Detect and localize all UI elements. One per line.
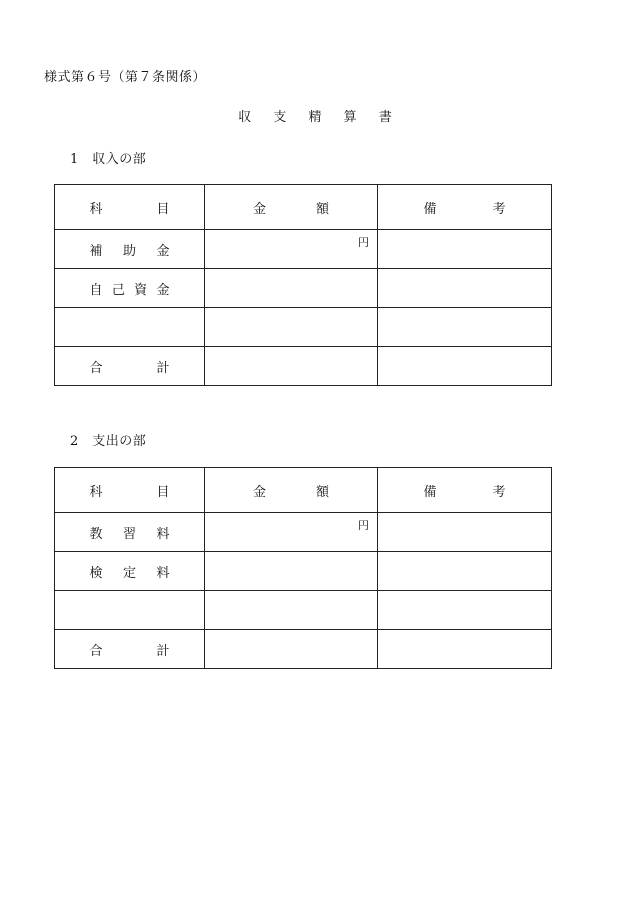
item-text: 補 xyxy=(89,243,103,259)
item-text: 定 xyxy=(122,565,136,581)
item-text: 検 xyxy=(89,565,103,581)
table-row xyxy=(55,308,552,347)
income-section-heading: 1 収入の部 xyxy=(70,152,147,167)
header-amount-cell xyxy=(205,468,378,513)
amount-cell[interactable] xyxy=(205,230,378,269)
amount-cell[interactable] xyxy=(205,269,378,308)
item-text: 助 xyxy=(122,243,136,259)
item-text: 自 xyxy=(89,282,103,298)
item-text: 習 xyxy=(122,526,136,542)
header-amount-cell xyxy=(205,185,378,230)
item-text: 計 xyxy=(156,360,170,376)
header-item-cell xyxy=(55,468,205,513)
header-text: 科 xyxy=(89,484,103,500)
remarks-cell[interactable] xyxy=(378,230,552,269)
item-text: 合 xyxy=(89,360,103,376)
amount-cell[interactable] xyxy=(205,308,378,347)
header-text: 科 xyxy=(89,201,103,217)
title-char: 支 xyxy=(273,110,287,125)
expense-section-heading: 2 支出の部 xyxy=(70,434,147,449)
remarks-cell[interactable] xyxy=(378,269,552,308)
income-table xyxy=(54,184,552,386)
item-cell xyxy=(55,230,205,269)
item-text: 資 xyxy=(134,282,148,298)
table-row xyxy=(55,591,552,630)
table-row xyxy=(55,552,552,591)
item-cell xyxy=(55,630,205,669)
header-text: 目 xyxy=(156,484,170,500)
amount-cell[interactable] xyxy=(205,591,378,630)
header-text: 金 xyxy=(253,201,267,217)
table-row xyxy=(55,513,552,552)
table-header-row xyxy=(55,468,552,513)
amount-cell[interactable] xyxy=(205,513,378,552)
item-cell xyxy=(55,347,205,386)
title-char: 精 xyxy=(308,110,322,125)
header-text: 額 xyxy=(315,201,329,217)
item-cell[interactable] xyxy=(55,308,205,347)
remarks-cell[interactable] xyxy=(378,308,552,347)
table-row-total xyxy=(55,630,552,669)
yen-unit-label: 円 xyxy=(358,519,369,532)
remarks-cell[interactable] xyxy=(378,347,552,386)
remarks-cell[interactable] xyxy=(378,552,552,591)
item-text: 己 xyxy=(111,282,125,298)
yen-unit-label: 円 xyxy=(358,236,369,249)
form-number: 様式第６号（第７条関係） xyxy=(44,70,207,85)
item-text: 合 xyxy=(89,643,103,659)
table-row xyxy=(55,230,552,269)
item-text: 計 xyxy=(156,643,170,659)
title-char: 収 xyxy=(238,110,252,125)
header-text: 備 xyxy=(423,484,437,500)
header-text: 目 xyxy=(156,201,170,217)
item-text: 料 xyxy=(156,565,170,581)
remarks-cell[interactable] xyxy=(378,591,552,630)
header-remarks-cell xyxy=(378,185,552,230)
header-text: 金 xyxy=(253,484,267,500)
table-header-row xyxy=(55,185,552,230)
remarks-cell[interactable] xyxy=(378,630,552,669)
header-text: 額 xyxy=(315,484,329,500)
amount-cell[interactable] xyxy=(205,347,378,386)
item-text: 金 xyxy=(156,243,170,259)
header-text: 備 xyxy=(423,201,437,217)
item-text: 教 xyxy=(89,526,103,542)
item-cell[interactable] xyxy=(55,591,205,630)
remarks-cell[interactable] xyxy=(378,513,552,552)
item-cell xyxy=(55,269,205,308)
header-text: 考 xyxy=(492,484,506,500)
item-cell xyxy=(55,552,205,591)
amount-cell[interactable] xyxy=(205,552,378,591)
expense-table xyxy=(54,467,552,669)
item-text: 料 xyxy=(156,526,170,542)
title-char: 算 xyxy=(343,110,357,125)
header-text: 考 xyxy=(492,201,506,217)
amount-cell[interactable] xyxy=(205,630,378,669)
title-char: 書 xyxy=(378,110,392,125)
header-remarks-cell xyxy=(378,468,552,513)
table-row-total xyxy=(55,347,552,386)
page-title xyxy=(0,106,630,125)
item-text: 金 xyxy=(156,282,170,298)
table-row xyxy=(55,269,552,308)
item-cell xyxy=(55,513,205,552)
header-item-cell xyxy=(55,185,205,230)
